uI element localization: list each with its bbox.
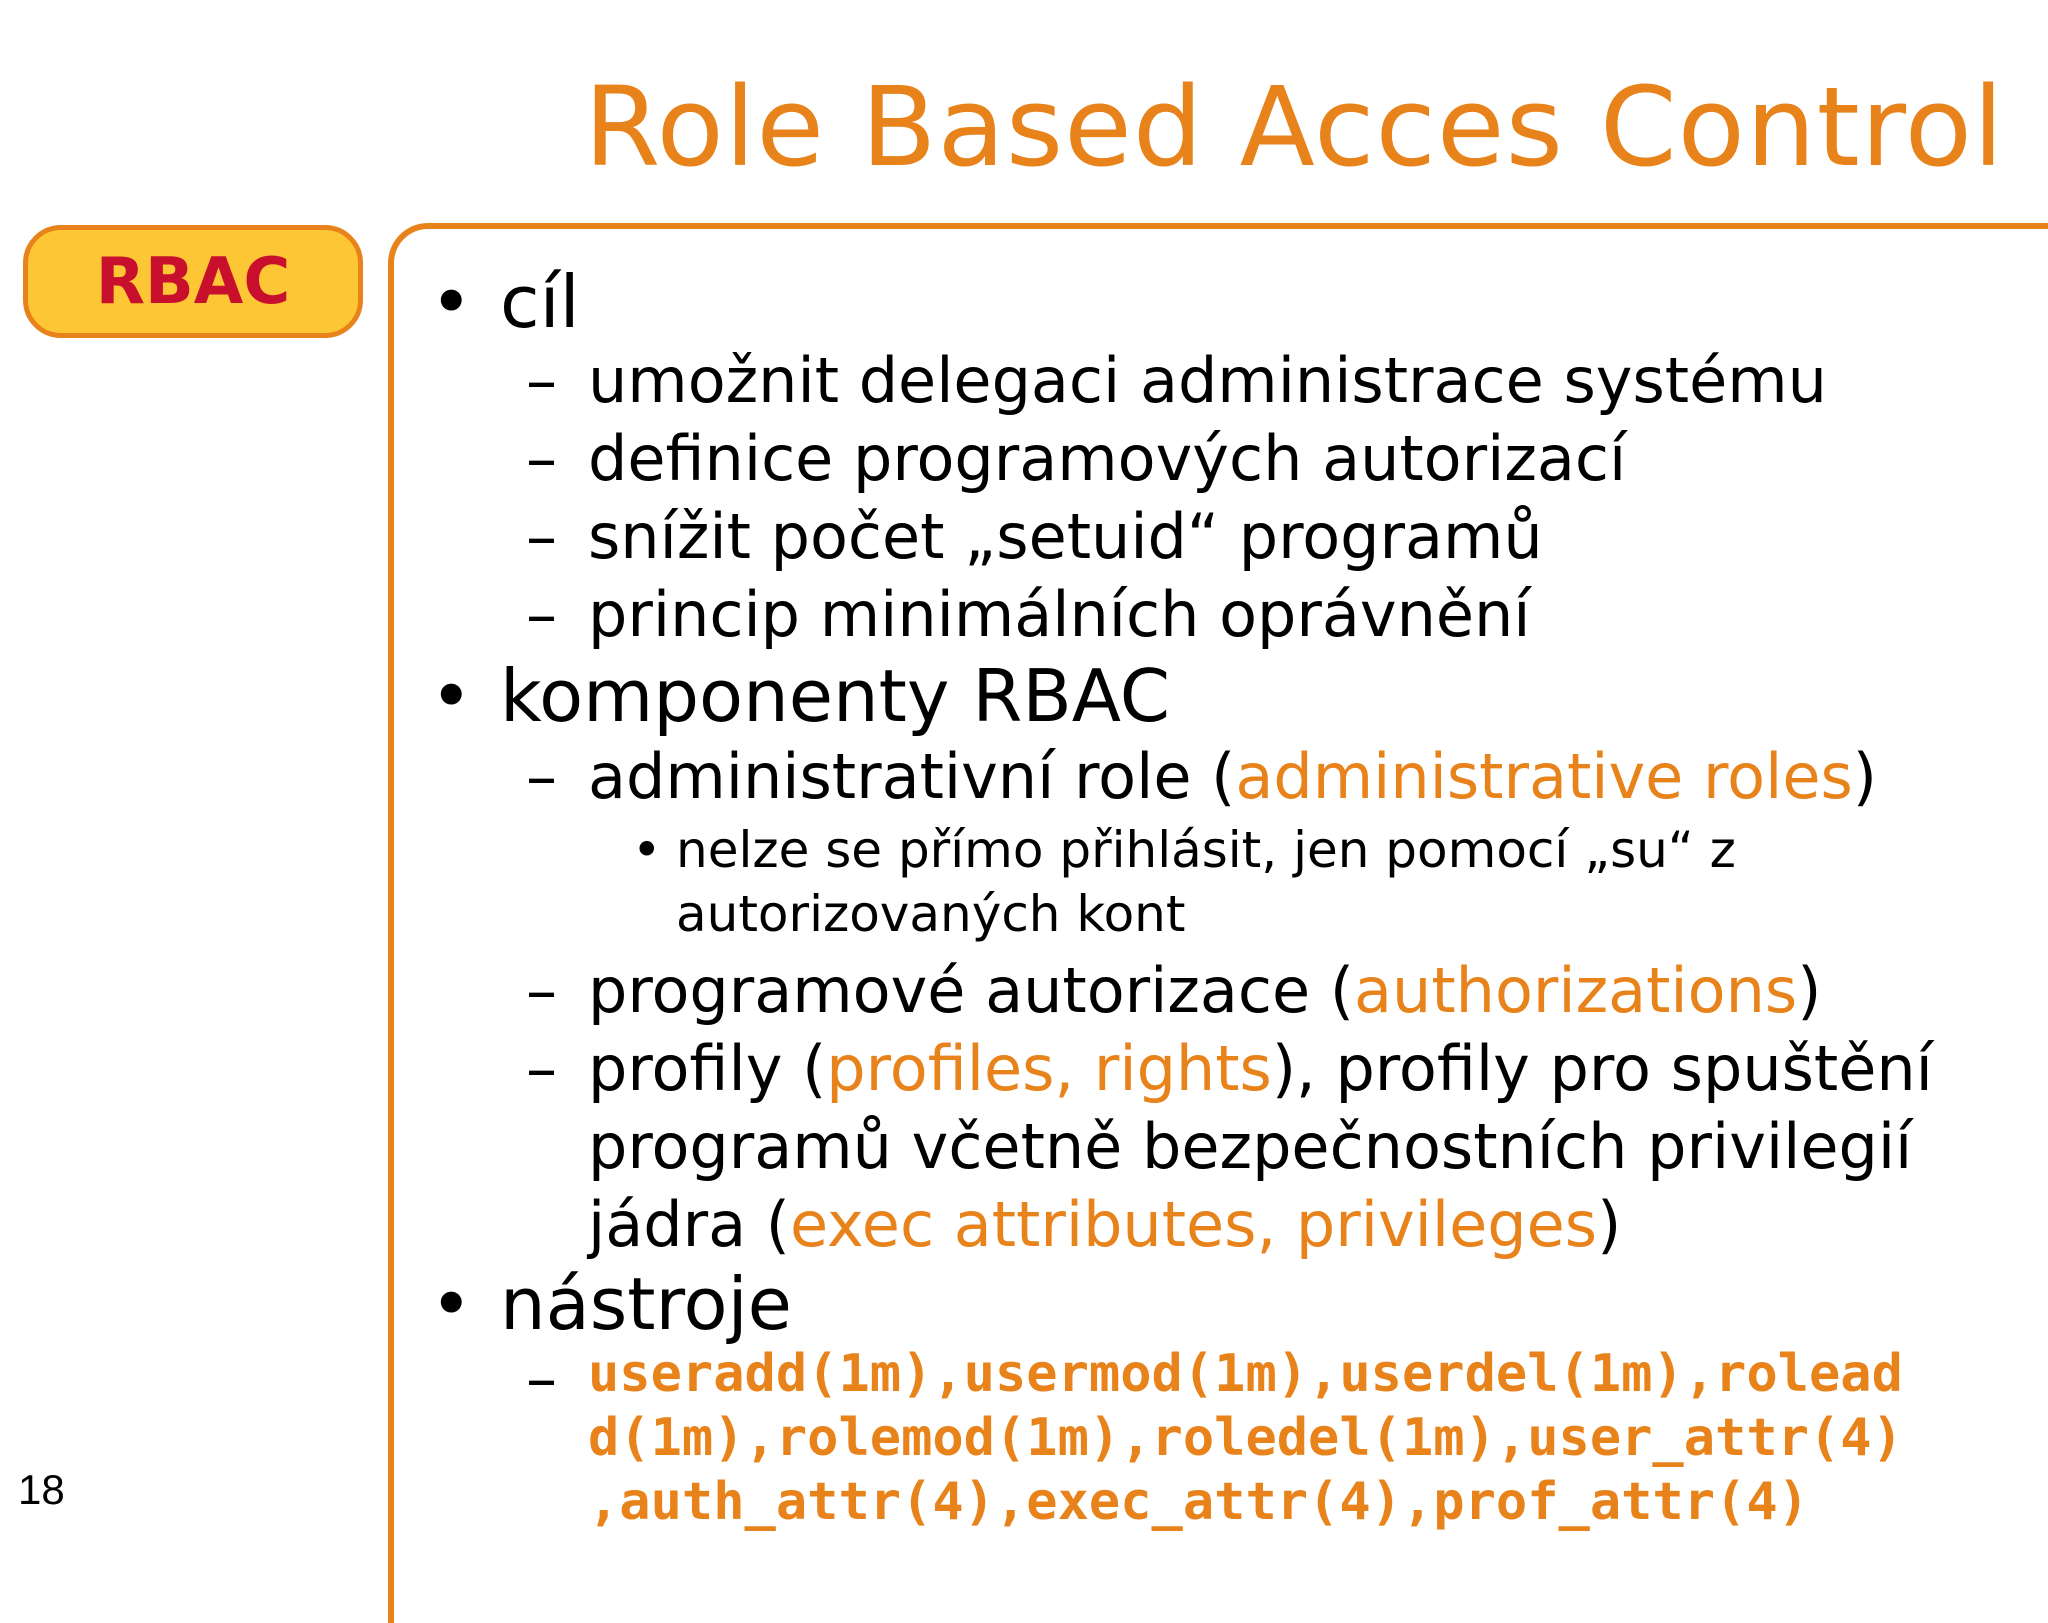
component-english-term: profiles, rights — [826, 1032, 1272, 1105]
bullet-mark: • — [430, 1262, 473, 1346]
dash-mark: – — [526, 422, 557, 495]
bullet-components — [430, 654, 1171, 738]
goal-item-text: definice programových autorizací — [588, 422, 1627, 495]
bullet-mark: • — [430, 260, 473, 344]
bullet-text: cíl — [500, 260, 580, 344]
dash-mark: – — [526, 954, 557, 1027]
slide-title: Role Based Acces Control — [584, 63, 2005, 191]
component-text: administrativní role ( — [588, 740, 1236, 813]
goal-item-text: princip minimálních oprávnění — [588, 578, 1531, 651]
component-text-rest: ), profily pro spuštění — [1271, 1032, 1933, 1105]
component-english-term: authorizations — [1354, 954, 1798, 1027]
component-text-end: ) — [1797, 954, 1822, 1027]
tools-line: ,auth_attr(4),exec_attr(4),prof_attr(4) — [588, 1472, 1809, 1532]
dash-mark: – — [526, 1342, 557, 1415]
admin-roles-note — [632, 818, 1736, 882]
goal-item-text: umožnit delegaci administrace systému — [588, 344, 1827, 417]
tools-line: useradd(1m),usermod(1m),userdel(1m),rolead — [588, 1344, 1903, 1404]
component-english-term: exec attributes, privileges — [789, 1188, 1598, 1261]
component-text-end: ) — [1597, 1188, 1622, 1261]
dash-mark: – — [526, 578, 557, 651]
profiles-continuation-2 — [588, 1186, 1621, 1264]
page-number: 18 — [18, 1466, 65, 1513]
bullet-text: nástroje — [500, 1262, 792, 1346]
dash-mark: – — [526, 500, 557, 573]
component-text: programové autorizace ( — [588, 954, 1355, 1027]
dash-mark: – — [526, 1032, 557, 1105]
component-authorizations — [526, 952, 1822, 1030]
component-english-term: administrative roles — [1235, 740, 1853, 813]
bullet-goal — [430, 260, 580, 344]
admin-roles-note-continuation: autorizovaných kont — [676, 885, 1186, 943]
goal-item — [526, 576, 1531, 654]
bullet-text: komponenty RBAC — [500, 654, 1171, 738]
component-text: jádra ( — [588, 1188, 790, 1261]
component-profiles — [526, 1030, 1933, 1108]
profiles-continuation: programů včetně bezpečnostních privilegií — [588, 1110, 1913, 1183]
goal-item — [526, 498, 1543, 576]
bullet-mark: • — [632, 821, 662, 879]
bullet-mark: • — [430, 654, 473, 738]
note-text: nelze se přímo přihlásit, jen pomocí „su“ z — [676, 821, 1736, 879]
section-tag-label: RBAC — [95, 244, 291, 319]
dash-mark: – — [526, 344, 557, 417]
goal-item — [526, 342, 1827, 420]
component-text: profily ( — [588, 1032, 827, 1105]
dash-mark: – — [526, 740, 557, 813]
component-admin-roles — [526, 738, 1877, 816]
tools-line: d(1m),rolemod(1m),roledel(1m),user_attr(4) — [588, 1408, 1903, 1468]
bullet-tools — [430, 1262, 792, 1346]
goal-item — [526, 420, 1627, 498]
section-tag — [23, 225, 363, 338]
component-text-end: ) — [1852, 740, 1877, 813]
goal-item-text: snížit počet „setuid“ programů — [588, 500, 1543, 573]
